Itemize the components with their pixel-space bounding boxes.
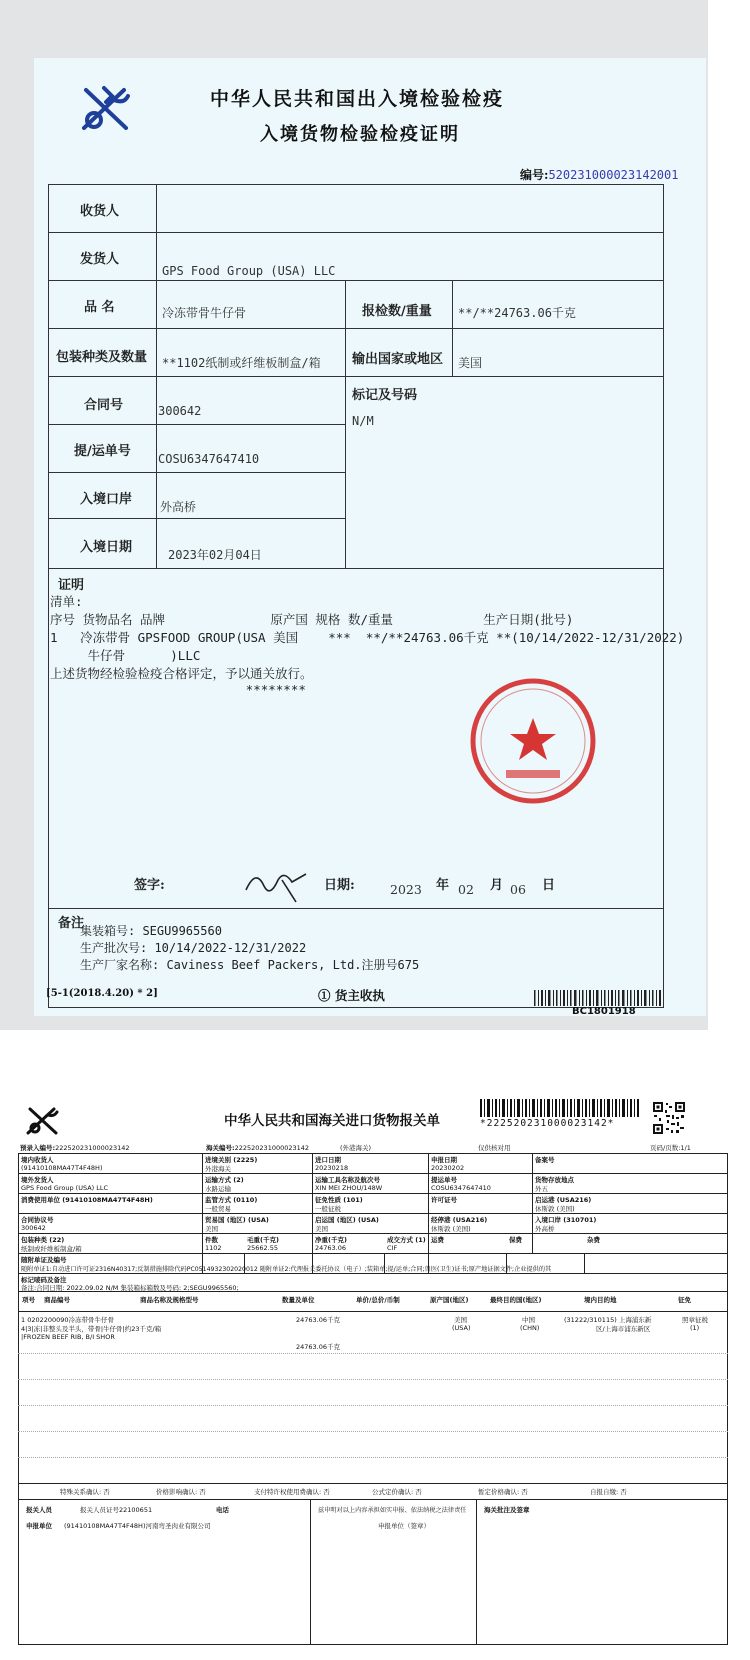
- month-unit: 月: [490, 878, 504, 893]
- consignor-value: GPS Food Group (USA) LLC: [162, 264, 336, 278]
- entry-date-value: 2023年02月04日: [168, 548, 262, 562]
- confirm-provisional-price: 暂定价格确认: 否: [478, 1488, 528, 1496]
- goods-col-name: 商品名称及规格型号: [140, 1296, 199, 1304]
- pieces-value: 1102: [205, 1244, 222, 1252]
- entry-date-label: 入境日期: [80, 540, 133, 555]
- declare-date-value: 20230202: [431, 1164, 465, 1172]
- page-count: 页码/页数:1/1: [650, 1144, 691, 1152]
- goods-col-origin: 原产国(地区): [430, 1296, 469, 1304]
- contract-no-label: 合同协议号: [21, 1216, 54, 1224]
- supervision-label: 监管方式 (0110): [205, 1196, 258, 1204]
- attached-docs-value: 随附单证1:自动进口许可证2316N40317;反制措施排除代码PC0514932302020012 随附单证2:代理报关委托协议（电子）;装箱单;提/运单;合同;兽医(卫生)证书;原产地证据文件;企业提供的其: [21, 1266, 552, 1273]
- misc-fee-label: 杂费: [587, 1236, 600, 1244]
- pre-entry-no-label: 预录入编号:: [20, 1144, 56, 1152]
- certificate-number-label: 编号:: [520, 168, 549, 182]
- bill-of-lading-label: 提/运单号: [74, 444, 131, 459]
- proof-line: 上述货物经检验检疫合格评定，予以通关放行。: [50, 666, 313, 681]
- origin-country-label: 输出国家或地区: [352, 352, 444, 367]
- goods-exemption-code: (1): [690, 1324, 700, 1332]
- gross-weight-label: 毛重(千克): [247, 1236, 279, 1244]
- goods-domestic-dest: (31222/310115) 上海浦东新: [564, 1316, 652, 1324]
- pre-entry-no: [20, 1143, 130, 1152]
- quantity-value: **/**24763.06千克: [458, 306, 576, 320]
- certificate-number: [520, 166, 678, 183]
- certificate-number-value: 520231000023142001: [548, 168, 679, 182]
- vessel-value: XIN MEI ZHOU/148W: [315, 1184, 383, 1192]
- certificate-authority-title: 中华人民共和国出入境检验检疫: [210, 88, 505, 110]
- trade-terms-label: 成交方式 (1): [387, 1236, 426, 1244]
- marks-remarks-value: 备注:合同日期: 2022.09.02 N/M 集装箱标箱数及号码: 2;SEGU9965560;: [21, 1284, 239, 1292]
- day-unit: 日: [542, 878, 556, 893]
- entry-port-value: 外高桥: [160, 500, 197, 514]
- year-unit: 年: [436, 878, 450, 893]
- goods-origin-code: (USA): [452, 1324, 471, 1332]
- remarks-line: 集装箱号: SEGU9965560: [80, 924, 222, 938]
- domestic-consignee-value: (91410108MA47T4F48H): [21, 1164, 103, 1172]
- declaration-table: [18, 1153, 728, 1645]
- customs-no-value: 222520231000023142: [234, 1144, 310, 1152]
- import-date-value: 20230218: [315, 1164, 349, 1172]
- departure-country-label: 启运国 (地区) (USA): [315, 1216, 379, 1224]
- record-no-label: 备案号: [535, 1156, 555, 1164]
- declare-date-label: 申报日期: [431, 1156, 457, 1164]
- declarer-seal: 申报单位（签章）: [378, 1522, 430, 1530]
- barcode-icon: [534, 990, 664, 1006]
- transit-port-label: 经停港 (USA216): [431, 1216, 488, 1224]
- license-label: 许可证号: [431, 1196, 457, 1204]
- packing-label: 包装种类及数量: [56, 350, 148, 365]
- declarer-label: 申报单位: [26, 1522, 52, 1530]
- origin-country-value: 美国: [458, 356, 483, 370]
- freight-label: 运费: [431, 1236, 444, 1244]
- confirm-price-effect: 价格影响确认: 否: [156, 1488, 206, 1496]
- trade-country-value: 美国: [205, 1225, 218, 1233]
- consignor-label: 发货人: [80, 252, 120, 267]
- confirm-self-declare: 自报自缴: 否: [590, 1488, 627, 1496]
- confirm-formula-price: 公式定价确认: 否: [372, 1488, 422, 1496]
- issue-year: 2023: [390, 882, 422, 897]
- declaration-title: 中华人民共和国海关进口货物报关单: [224, 1113, 440, 1129]
- overseas-consignor-value: GPS Food Group (USA) LLC: [21, 1184, 109, 1192]
- copy-label: ① 货主收执: [318, 988, 385, 1003]
- signature-label: 签字:: [134, 878, 165, 893]
- gross-weight-value: 25662.55: [247, 1244, 279, 1252]
- goods-line: 4|3|冻|非整头及半头，带骨|牛仔骨|约23千克/箱: [21, 1325, 162, 1333]
- goods-qty-2: 24763.06千克: [296, 1343, 341, 1351]
- customs-remark-label: 海关批注及签章: [484, 1506, 530, 1514]
- declaration-barcode-text: *222520231000023142*: [480, 1118, 615, 1129]
- form-code: [5-1(2018.4.20) * 2]: [46, 988, 158, 999]
- issue-day: 06: [510, 882, 526, 897]
- contract-label: 合同号: [84, 398, 124, 413]
- ciq-emblem-icon: [74, 80, 136, 138]
- vessel-label: 运输工具名称及航次号: [315, 1176, 380, 1184]
- transport-mode-value: 水路运输: [205, 1185, 231, 1193]
- customs-no: [206, 1143, 309, 1152]
- remarks-label: 备注: [58, 916, 85, 931]
- entry-port-value-2: 外高桥: [535, 1225, 555, 1233]
- product-value: 冷冻带骨牛仔骨: [162, 306, 247, 320]
- transit-port-value: 休斯敦 (美国): [431, 1225, 471, 1233]
- supervision-value: 一般贸易: [205, 1205, 231, 1213]
- insurance-label: 保费: [509, 1236, 522, 1244]
- certificate-title: 入境货物检验检疫证明: [260, 124, 460, 145]
- attached-docs-label: 随附单证及编号: [21, 1256, 67, 1264]
- goods-col-domestic: 境内目的地: [584, 1296, 617, 1304]
- qr-code-icon: [652, 1101, 686, 1135]
- storage-label: 货物存放地点: [535, 1176, 574, 1184]
- entry-customs-value: 外港海关: [205, 1165, 231, 1173]
- goods-line: 1 0202200090冷冻带骨牛仔骨: [21, 1316, 115, 1324]
- inspection-certificate: [34, 58, 706, 1016]
- marks-value: N/M: [352, 414, 374, 428]
- goods-origin: 美国: [454, 1316, 467, 1324]
- pieces-label: 件数: [205, 1236, 218, 1244]
- pre-entry-no-value: 222520231000023142: [55, 1144, 130, 1152]
- trade-terms-value: CIF: [387, 1244, 398, 1252]
- entry-customs-label: 进境关别 (2225): [205, 1156, 258, 1164]
- import-date-label: 进口日期: [315, 1156, 341, 1164]
- goods-col-price: 单价/总价/币制: [356, 1296, 400, 1304]
- confirm-royalty: 支付特许权使用费确认: 否: [254, 1488, 330, 1496]
- goods-col-qty: 数量及单位: [282, 1296, 315, 1304]
- departure-port-value: 休斯敦 (美国): [535, 1205, 575, 1213]
- net-weight-label: 净重(千克): [315, 1236, 347, 1244]
- overseas-consignor-label: 境外发货人: [21, 1176, 54, 1184]
- declarer-value: (91410108MA47T4F48H)河南弯圣肉业有限公司: [64, 1522, 211, 1530]
- customs-emblem-icon: [22, 1103, 62, 1139]
- packing-value: **1102纸制或纤维板制盒/箱: [162, 356, 321, 370]
- consumer-unit-label: 消费使用单位 (91410108MA47T4F48H): [21, 1196, 153, 1204]
- contract-no-value: 300642: [21, 1224, 46, 1232]
- tax-nature-value: 一般征税: [315, 1205, 341, 1213]
- goods-exemption: 照章征税: [682, 1316, 708, 1324]
- handwritten-signature-icon: [242, 864, 312, 904]
- goods-col-destination: 最终目的国(地区): [490, 1296, 542, 1304]
- goods-qty-1: 24763.06千克: [296, 1316, 341, 1324]
- quantity-label: 报检数/重量: [362, 304, 432, 319]
- proof-line: 1 冷冻带骨 GPSFOOD GROUP(USA 美国 *** **/**24763.06千克 **(10/14/2022-12/31/2022): [50, 630, 685, 645]
- contract-value: 300642: [158, 404, 202, 418]
- goods-line: |FROZEN BEEF RIB, B/I SHOR: [21, 1333, 115, 1341]
- marks-remarks-label: 标记唛码及备注: [21, 1276, 67, 1284]
- entry-port-label: 入境口岸: [80, 492, 133, 507]
- declarant-id: 报关人员证号22100651: [80, 1506, 153, 1514]
- official-seal-icon: [466, 676, 600, 806]
- goods-col-exemption: 征免: [678, 1296, 691, 1304]
- goods-destination-code: (CHN): [520, 1324, 540, 1332]
- remarks-line: 生产厂家名称: Caviness Beef Packers, Ltd.注册号675: [80, 958, 420, 972]
- domestic-consignee-label: 境内收货人: [21, 1156, 54, 1164]
- liability-statement: 兹申明对以上内容承担如实申报、依法纳税之法律责任: [318, 1507, 467, 1514]
- net-weight-value: 24763.06: [315, 1244, 347, 1252]
- proof-label: 证明: [58, 578, 85, 593]
- customs-office: (外港海关): [340, 1144, 372, 1152]
- package-type-value: 纸制或纤维板制盒/箱: [21, 1245, 82, 1253]
- declarant-label: 报关人员: [26, 1506, 52, 1514]
- bill-of-lading-value: COSU6347647410: [158, 452, 260, 466]
- consignee-label: 收货人: [80, 204, 120, 219]
- goods-col-item: 项号: [22, 1296, 35, 1304]
- proof-line: ********: [50, 682, 306, 697]
- departure-country-value: 美国: [315, 1225, 328, 1233]
- barcode-number: BC1801918: [572, 1006, 636, 1017]
- tax-nature-label: 征免性质 (101): [315, 1196, 363, 1204]
- departure-port-label: 启运港 (USA216): [535, 1196, 592, 1204]
- customs-declaration: [0, 1085, 750, 1660]
- package-type-label: 包装种类 (22): [21, 1236, 65, 1244]
- proof-line: 序号 货物品名 品牌 原产国 规格 数/重量 生产日期(批号): [50, 612, 574, 627]
- issue-month: 02: [458, 882, 474, 897]
- storage-value: 外五: [535, 1185, 548, 1193]
- customs-no-label: 海关编号:: [206, 1144, 235, 1152]
- remarks-text: [80, 922, 419, 973]
- confirm-special-relation: 特殊关系确认: 否: [60, 1488, 110, 1496]
- issue-date-label: 日期:: [324, 878, 355, 893]
- bl-no-value: COSU6347647410: [431, 1184, 491, 1192]
- entry-port-label-2: 入境口岸 (310701): [535, 1216, 597, 1224]
- goods-destination: 中国: [522, 1316, 535, 1324]
- goods-domestic-dest-2: 区/上海市浦东新区: [596, 1325, 651, 1333]
- proof-line: 牛仔骨 )LLC: [50, 648, 201, 663]
- transport-mode-label: 运输方式 (2): [205, 1176, 244, 1184]
- trade-country-label: 贸易国 (地区) (USA): [205, 1216, 269, 1224]
- declaration-barcode-icon: [480, 1099, 640, 1117]
- proof-line: 清单:: [50, 594, 83, 609]
- goods-col-code: 商品编号: [44, 1296, 70, 1304]
- phone-label: 电话: [216, 1506, 229, 1514]
- product-label: 品 名: [84, 300, 115, 315]
- remarks-line: 生产批次号: 10/14/2022-12/31/2022: [80, 941, 307, 955]
- marks-label: 标记及号码: [352, 388, 418, 403]
- verify-note: 仅供核对用: [478, 1144, 511, 1152]
- bl-no-label: 提运单号: [431, 1176, 457, 1184]
